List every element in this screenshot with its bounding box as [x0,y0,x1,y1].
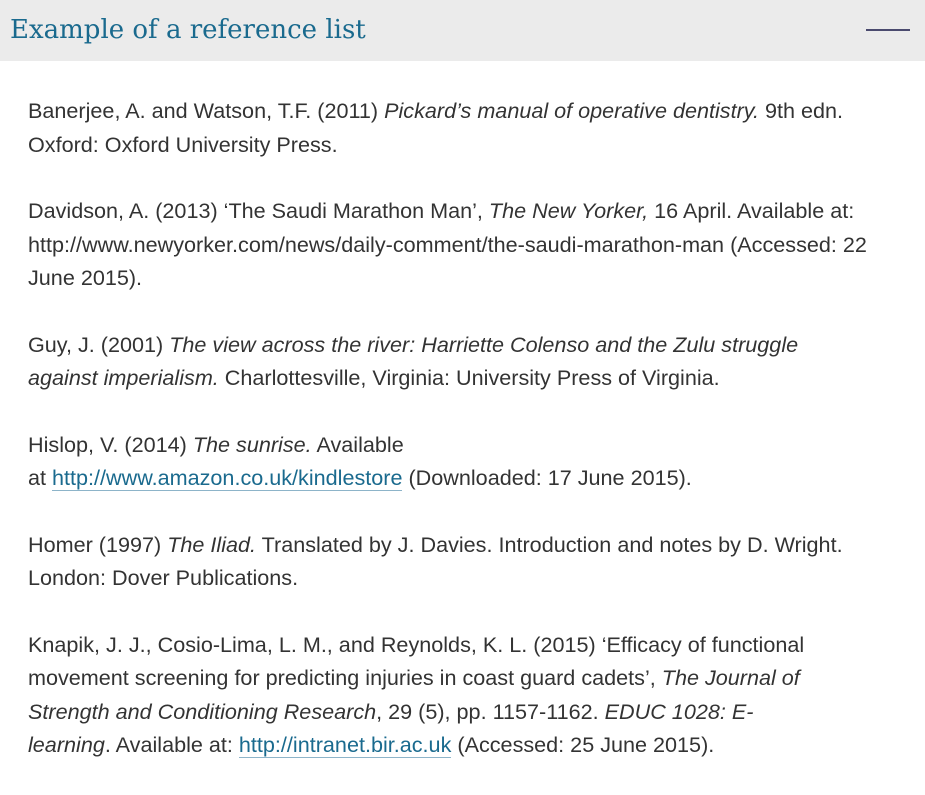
reference-text: Banerjee, A. and Watson, T.F. (2011) [28,98,385,123]
reference-title-text: The New Yorker, [488,198,649,223]
reference-title-text: against imperialism. [28,365,219,390]
reference-link[interactable]: http://intranet.bir.ac.uk [238,732,452,757]
reference-entry [28,194,913,295]
reference-text: London: Dover Publications. [28,565,299,590]
reference-text: June 2015). [28,265,143,290]
reference-title-text: The view across the river: Harriette Colenso and the Zulu struggle [169,331,799,357]
reference-text: movement screening for predicting injuries in coast guard cadets’, [28,665,662,690]
reference-text: (Accessed: 25 June 2015). [451,732,715,757]
reference-text: , 29 (5), pp. 1157-1162. [376,698,605,724]
reference-title-text: EDUC 1028: E- [604,698,754,724]
reference-text: Homer (1997) [28,531,168,557]
reference-entry [28,428,913,495]
reference-text: (Downloaded: 17 June 2015). [402,465,692,490]
reference-text: Hislop, V. (2014) [28,431,193,457]
reference-title-text: Strength and Conditioning Research [28,698,377,724]
accordion-header[interactable] [0,0,925,61]
reference-entry [28,528,913,595]
reference-text: Knapik, J. J., Cosio-Lima, L. M., and Reynolds, K. L. (2015) ‘Efficacy of functional [28,631,805,657]
minus-icon[interactable] [866,22,910,38]
reference-text: Translated by J. Davies. Introduction and notes by D. Wright. [256,531,843,557]
reference-title-text: learning [28,732,105,757]
reference-title-text: The Journal of [661,665,800,690]
reference-text: Davidson, A. (2013) ‘The Saudi Marathon Man’, [28,198,489,223]
reference-title-text: Pickard’s manual of operative dentistry. [384,98,759,123]
reference-entry [28,94,913,161]
reference-entry [28,628,913,762]
reference-text: at [28,465,53,490]
reference-title-text: The sunrise. [192,431,312,457]
reference-link[interactable]: http://www.amazon.co.uk/kindlestore [52,465,403,490]
reference-entry [28,328,913,395]
reference-text: Charlottesville, Virginia: University Press of Virginia. [218,365,720,390]
accordion-title: Example of a reference list [10,15,366,45]
reference-text: 9th edn. [758,98,844,123]
reference-text: 16 April. Available at: [648,198,855,223]
reference-text: Guy, J. (2001) [28,331,170,357]
reference-title-text: The Iliad. [167,531,257,557]
reference-text: Available [311,431,404,457]
reference-text: http://www.newyorker.com/news/daily-comment/the-saudi-marathon-man (Accessed: 22 [28,231,867,257]
reference-text: . Available at: [104,732,239,757]
reference-text: Oxford: Oxford University Press. [28,131,338,157]
reference-list [28,94,913,795]
